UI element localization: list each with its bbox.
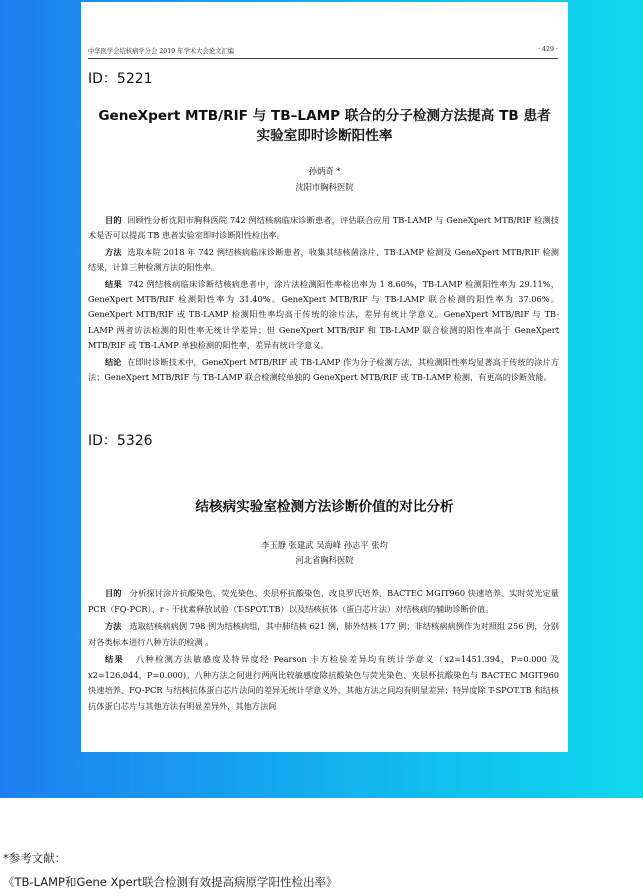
article-abstract xyxy=(88,213,559,386)
article-title xyxy=(81,106,568,146)
section-text: 在即时诊断技术中，GeneXpert MTB/RIF 或 TB-LAMP 作为分子检测方法，其检测阳性率均显著高于传统的涂片方法；GeneXpert MTB/RIF 与 TB-LAMP 联合检测较单独的 GeneXpert MTB/RIF 或 TB-LAMP 检测，有更高的诊断效能。 xyxy=(88,356,559,383)
abstract-paragraph xyxy=(88,355,559,386)
article-authors: 李玉静 张建武 吴海峰 孙志平 张均 xyxy=(261,540,388,550)
abstract-paragraph xyxy=(88,213,559,244)
abstract-paragraph xyxy=(88,277,559,354)
header-rule xyxy=(88,58,558,59)
abstract-paragraph xyxy=(88,652,559,714)
article-affiliation: 河北省胸科医院 xyxy=(295,555,354,565)
article-id: ID：5326 xyxy=(88,433,153,449)
article-title-line-2: 实验室即时诊断阳性率 xyxy=(256,128,393,144)
section-text: 八种检测方法敏感度及特异度经 Pearson 卡方检验差异均有统计学意义（x2=1451.394，P=0.000 及 x2=126.044，P=0.000)。八种方法之间进行两两比较敏感度除抗酸染色与荧光染色、夹层杯抗酸染色与 BACTEC MGIT960 快速培养、FQ-PCR 与结核抗体蛋白芯片法间的差异无统计学意义外，其他方法之间均有明显差异；特异度除 T-SPOT.TB 和结核抗体蛋白芯片与其他方法有明显差异外，其他方法间 xyxy=(88,654,559,711)
article-title-line-1: GeneXpert MTB/RIF 与 TB–LAMP 联合的分子检测方法提高 TB 患者 xyxy=(98,108,551,124)
section-text: 分析探讨涂片抗酸染色、荧光染色、夹层杯抗酸染色、改良罗氏培养、BACTEC MGIT960 快速培养、实时荧光定量 PCR（FQ-PCR）、r - 干扰素释放试验（T-SPOT.TB）以及结核抗体（蛋白芯片法）对结核病的辅助诊断价值。 xyxy=(88,588,559,614)
footnote-citation: 《TB-LAMP和Gene Xpert联合检测有效提高病原学阳性检出率》 xyxy=(3,875,338,889)
section-text: 选取结核病病例 798 例为结核病组，其中肺结核 621 例，肺外结核 177 例；非结核病病例作为对照组 256 例，分别对各类标本进行八种方法的检测 。 xyxy=(88,621,559,647)
article-affiliation: 沈阳市胸科医院 xyxy=(295,182,354,192)
section-label: 结果 xyxy=(105,278,123,289)
article-abstract xyxy=(88,586,559,716)
abstract-paragraph xyxy=(88,245,559,276)
journal-header: 中华医学会结核病学分会 2019 年学术大会论文汇编 xyxy=(88,48,234,55)
section-text: 回顾性分析沈阳市胸科医院 742 例结核病临床诊断患者，评估联合应用 TB-LAMP 与 GeneXpert MTB/RIF 检测技术是否可以提高 TB 患者实验室即时诊断阳性检出率。 xyxy=(88,215,559,241)
page-number: · 429 · xyxy=(537,46,558,53)
section-label: 目的 xyxy=(105,588,122,598)
section-label: 结果 xyxy=(105,654,125,664)
abstract-paragraph xyxy=(88,619,559,650)
section-label: 目的 xyxy=(105,215,122,225)
footnote-label: *参考文献： xyxy=(3,851,67,865)
article-authors: 孙炳奇 * xyxy=(308,166,341,176)
article-id: ID：5221 xyxy=(88,71,153,87)
section-label: 结论 xyxy=(105,356,122,367)
section-text: 选取本院 2018 年 742 例结核病临床诊断患者，收集其结核菌涂片、TB-LAMP 检测及 GeneXpert MTB/RIF 检测结果，计算三种检测方法的阳性率。 xyxy=(88,246,559,273)
document-page xyxy=(81,2,568,752)
article-title: 结核病实验室检测方法诊断价值的对比分析 xyxy=(195,499,454,515)
section-text: 742 例结核病临床诊断结核病患者中，涂片法检测阳性率检出率为 1 8.60%，TB-LAMP 检测阳性率为 29.11%，GeneXpert MTB/RIF 检测阳性率为 31.40%。GeneXpert MTB/RIF 与 TB-LAMP 联合检测的阳性率为 37.06%。GeneXpert MTB/RIF 或 TB-LAMP 检测阳性率均高于传统的涂片法，差异有统计学意义。GeneXpert MTB/RIF 与 TB-LAMP 两者访法检测的阳性率无统计学差异；但 GeneXpert MTB/RIF 和 TB-LAMP 联合检测的阳性率高于 GeneXpert MTB/RIF 或 TB-LAMP 单独检测的阳性率，差异有统计学意义。 xyxy=(88,278,559,351)
abstract-paragraph xyxy=(88,586,559,617)
section-label: 方法 xyxy=(105,621,122,631)
running-header xyxy=(88,46,558,55)
section-label: 方法 xyxy=(105,246,122,257)
